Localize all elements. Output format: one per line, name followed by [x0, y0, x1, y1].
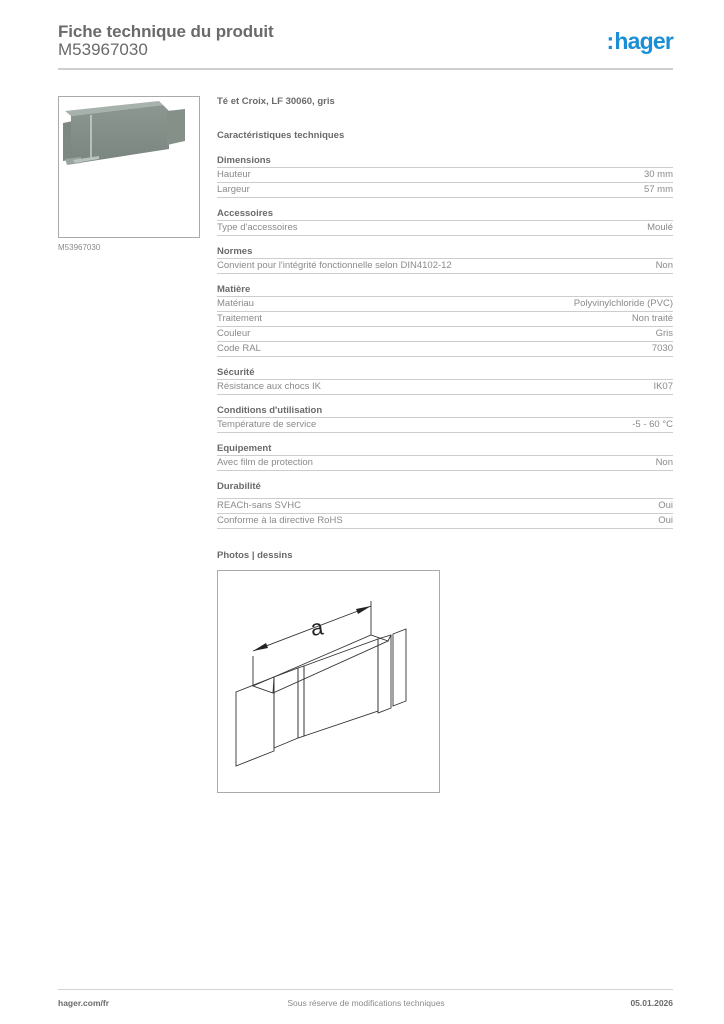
spec-label: Matériau: [217, 298, 254, 309]
photo-caption: M53967030: [58, 243, 101, 252]
section-title: Conditions d'utilisation: [217, 405, 673, 418]
section-sustainability: [217, 481, 673, 529]
spec-row: [217, 456, 673, 471]
technical-drawing: [217, 570, 440, 793]
section-safety: [217, 367, 673, 395]
spec-label: Type d'accessoires: [217, 222, 298, 233]
section-title: Matière: [217, 284, 673, 297]
header-divider: [58, 68, 673, 70]
spec-value: Oui: [658, 500, 673, 511]
spec-value: Non traité: [631, 313, 673, 324]
spec-label: Hauteur: [217, 169, 251, 180]
spec-label: Largeur: [217, 184, 250, 195]
spec-sheet: [217, 96, 673, 539]
spec-row: [217, 499, 673, 514]
spec-value: -5 - 60 °C: [632, 419, 673, 430]
spec-label: Température de service: [217, 419, 317, 430]
product-photo-image: [59, 97, 199, 237]
spec-value: Gris: [655, 328, 673, 339]
section-title: Equipement: [217, 443, 673, 456]
section-title: Sécurité: [217, 367, 673, 380]
spec-value: 30 mm: [643, 169, 673, 180]
footer-website: hager.com/fr: [58, 998, 110, 1008]
section-equipment: [217, 443, 673, 471]
spec-value: Non: [655, 457, 673, 468]
footer-divider: [58, 989, 673, 990]
section-title: Normes: [217, 246, 673, 259]
spec-label: Résistance aux chocs IK: [217, 381, 322, 392]
spec-label: Code RAL: [217, 343, 261, 354]
spec-value: Oui: [658, 515, 673, 526]
page-header: [58, 20, 673, 70]
dimension-label: a: [309, 614, 325, 641]
spec-label: Convient pour l'intégrité fonctionnelle selon DIN4102-12: [217, 260, 452, 271]
technical-characteristics-heading: Caractéristiques techniques: [217, 130, 345, 141]
spec-row: [217, 380, 673, 395]
product-photo: [58, 96, 200, 238]
section-operating-conditions: [217, 405, 673, 433]
section-accessories: [217, 208, 673, 236]
spec-label: Traitement: [217, 313, 263, 324]
spec-row: [217, 342, 673, 357]
footer-notice: Sous réserve de modifications techniques: [287, 998, 445, 1008]
spec-label: Avec film de protection: [217, 457, 313, 468]
product-reference: M53967030: [58, 40, 148, 59]
spec-row: [217, 183, 673, 198]
photos-drawings-heading: Photos | dessins: [217, 550, 293, 561]
section-dimensions: [217, 155, 673, 198]
spec-value: Moulé: [647, 222, 673, 233]
spec-row: [217, 327, 673, 342]
spec-row: [217, 221, 673, 236]
section-title: Durabilité: [217, 481, 673, 499]
spec-row: [217, 259, 673, 274]
spec-label: REACh-sans SVHC: [217, 500, 301, 511]
spec-value: IK07: [653, 381, 673, 392]
spec-row: [217, 297, 673, 312]
spec-row: [217, 418, 673, 433]
logo-text: hager: [614, 28, 673, 54]
section-material: [217, 284, 673, 357]
section-standards: [217, 246, 673, 274]
footer-date: 05.01.2026: [630, 998, 673, 1008]
spec-value: 57 mm: [643, 184, 673, 195]
document-title: Fiche technique du produit: [58, 22, 274, 41]
spec-row: [217, 312, 673, 327]
spec-row: [217, 168, 673, 183]
spec-label: Couleur: [217, 328, 251, 339]
hager-logo: [607, 28, 674, 55]
spec-value: Non: [655, 260, 673, 271]
spec-label: Conforme à la directive RoHS: [217, 515, 343, 526]
spec-row: [217, 514, 673, 529]
section-title: Accessoires: [217, 208, 673, 221]
section-title: Dimensions: [217, 155, 673, 168]
spec-value: 7030: [651, 343, 673, 354]
spec-value: Polyvinylchloride (PVC): [573, 298, 673, 309]
product-name: Té et Croix, LF 30060, gris: [217, 96, 335, 107]
dimension-drawing-image: [218, 571, 439, 792]
logo-colon: :: [606, 28, 614, 54]
